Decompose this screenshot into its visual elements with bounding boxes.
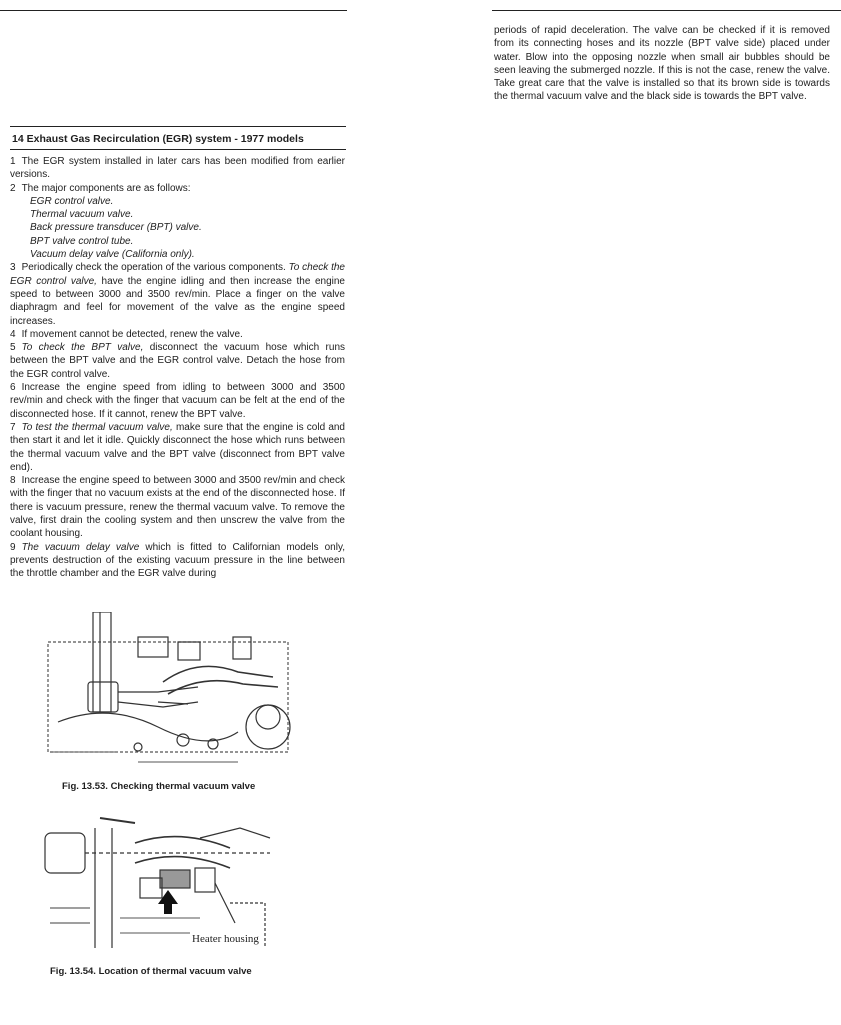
section-heading: 14 Exhaust Gas Recirculation (EGR) system - 1977 models (12, 133, 304, 145)
paragraph-text: The major components are as follows: (21, 182, 191, 194)
paragraph-2 (10, 182, 345, 195)
figure-13-53 (38, 612, 306, 774)
right-column (494, 24, 830, 104)
list-item: BPT valve control tube. (30, 235, 134, 247)
figure-13-54 (40, 808, 280, 950)
paragraph-8 (10, 474, 345, 540)
paragraph-4 (10, 328, 345, 341)
list-item: Thermal vacuum valve. (30, 209, 134, 221)
paragraph-3 (10, 261, 345, 327)
left-column (10, 155, 345, 581)
list-item: Back pressure transducer (BPT) valve. (30, 222, 202, 234)
paragraph-number: 5 (10, 342, 16, 354)
paragraph-number: 4 (10, 328, 16, 340)
paragraph-text: disconnect the vacuum hose which runs between the BPT valve and the EGR control valve. Detach the hose from the EGR control valve. (10, 342, 345, 380)
component-list (10, 195, 345, 261)
engine-illustration-2 (40, 808, 280, 950)
heading-rule-bottom (10, 149, 346, 150)
top-rule-right (492, 10, 841, 11)
paragraph-text: The EGR system installed in later cars has been modified from earlier versions. (10, 156, 345, 181)
figure-caption-2: Fig. 13.54. Location of thermal vacuum valve (50, 966, 252, 977)
paragraph-number: 2 (10, 182, 16, 194)
paragraph-number: 8 (10, 475, 16, 487)
top-rule-left (0, 10, 347, 11)
paragraph-number: 9 (10, 541, 16, 553)
right-column-text: periods of rapid deceleration. The valve can be checked if it is removed from its connecting hoses and its nozzle (BPT valve side) placed under water. Blow into the opposing nozzle when small air bubbles should be seen leaving the submerged nozzle. If this is not the case, renew the valve. Take great care that the valve is installed so that its brown side is towards the thermal vacuum valve and the black side is towards the BPT valve. (494, 25, 830, 103)
paragraph-emphasis: To check the BPT valve, (21, 342, 144, 354)
paragraph-7 (10, 421, 345, 474)
paragraph-number: 3 (10, 262, 16, 274)
paragraph-number: 6 (10, 382, 16, 394)
paragraph-text: Periodically check the operation of the various components. (21, 262, 286, 274)
paragraph-emphasis: To check the EGR control valve, (10, 262, 345, 287)
paragraph-6 (10, 381, 345, 421)
figure-caption-1: Fig. 13.53. Checking thermal vacuum valve (62, 781, 256, 792)
paragraph-text: If movement cannot be detected, renew the valve. (21, 328, 243, 340)
paragraph-1 (10, 155, 345, 182)
heading-rule-top (10, 126, 346, 127)
list-item: Vacuum delay valve (California only). (30, 249, 195, 261)
engine-illustration-1 (38, 612, 306, 774)
list-item: EGR control valve. (30, 195, 114, 207)
figure-label-heater-housing: Heater housing (192, 933, 259, 945)
paragraph-5 (10, 341, 345, 381)
paragraph-9 (10, 541, 345, 581)
paragraph-number: 7 (10, 421, 16, 433)
paragraph-number: 1 (10, 156, 16, 167)
paragraph-text: which is fitted to Californian models only, prevents destruction of the existing vacuum pressure in the line between the throttle chamber and the EGR valve during (10, 541, 346, 580)
paragraph-text: Increase the engine speed to between 3000 and 3500 rev/min and check with the finger that no vacuum exists at the end of the disconnected hose. If there is vacuum pressure, renew the thermal vacuum valve. To remove the valve, first drain the cooling system and then unscrew the valve from the coolant housing. (10, 475, 345, 540)
arrow-indicator (158, 890, 178, 914)
paragraph-emphasis: To test the thermal vacuum valve, (21, 421, 173, 433)
paragraph-emphasis: The vacuum delay valve (21, 541, 140, 553)
paragraph-text: have the engine idling and then increase the engine speed to between 3000 and 3500 rev/min. Place a finger on the valve diaphragm and feel for movement of the valve as the engine speed increases. (10, 275, 345, 327)
paragraph-text: make sure that the engine is cold and then start it and let it idle. Quickly disconnect the hose which runs between the thermal vacuum valve and the BPT valve (disconnect from BPT valve end). (10, 421, 345, 473)
paragraph-text: Increase the engine speed from idling to between 3000 and 3500 rev/min and check with the finger that vacuum can be felt at the end of the disconnected hose. If it cannot, renew the BPT valve. (10, 382, 345, 420)
